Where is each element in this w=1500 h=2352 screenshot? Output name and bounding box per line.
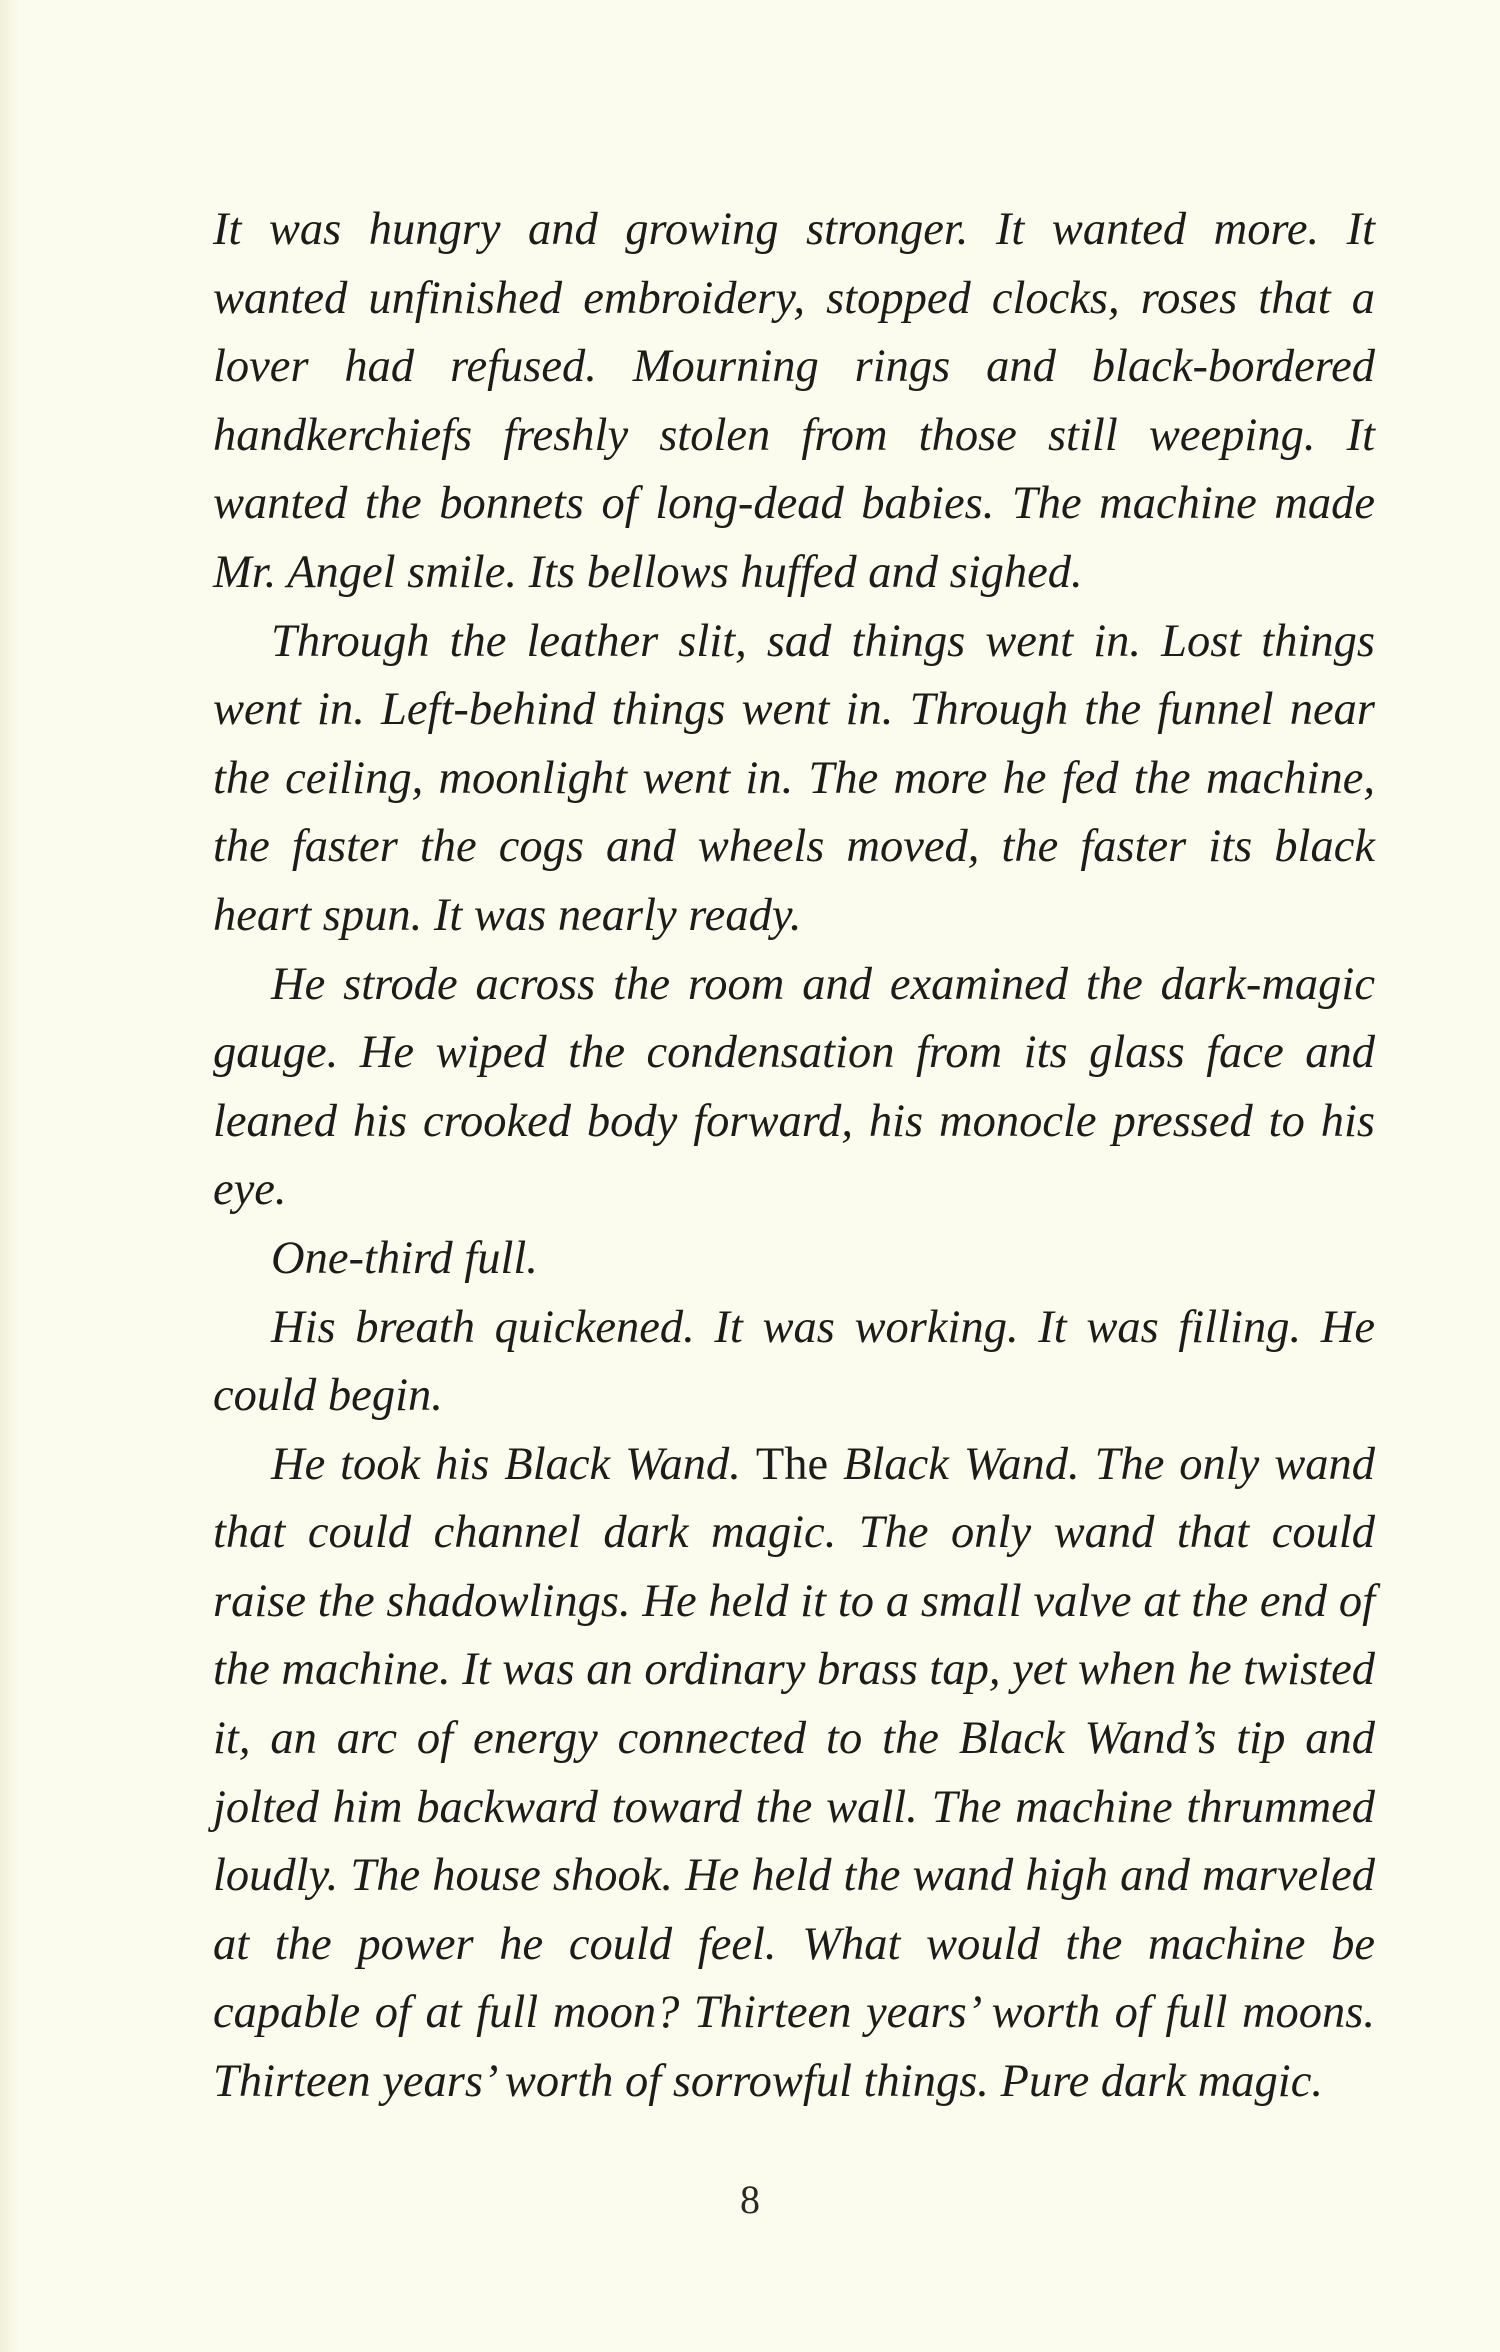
- paragraph-4: One-third full.: [271, 1232, 538, 1284]
- page-number: 8: [740, 2177, 760, 2222]
- page-edge-shadow: [0, 0, 18, 2352]
- roman-article: The: [755, 1438, 829, 1490]
- paragraph-2: Through the leather slit, sad things went in. Lost things went in. Left-behind things went in. Through the funnel near the ceiling, moonlight went in. The more he fed the machine, the faster the cogs and wheels moved, the faster its black heart spun. It was nearly ready.: [213, 615, 1375, 941]
- paragraph-5: His breath quickened. It was working. It was filling. He could begin.: [213, 1301, 1375, 1422]
- paragraph-6: [213, 1431, 1375, 2117]
- paragraph-6-start: He took his Black Wand.: [271, 1438, 756, 1490]
- paragraph-3: He strode across the room and examined the dark-magic gauge. He wiped the condensation from its glass face and leaned his crooked body forward, his monocle pressed to his eye.: [213, 958, 1375, 1216]
- paragraph-6-rest: Black Wand. The only wand that could channel dark magic. The only wand that could raise the shadowlings. He held it to a small valve at the end of the machine. It was an ordinary brass tap, yet when he twisted it, an arc of energy connected to the Black Wand’s tip and jolted him backward toward the wall. The machine thrummed loudly. The house shook. He held the wand high and marveled at the power he could feel. What would the machine be capable of at full moon? Thirteen years’ worth of full moons. Thirteen years’ worth of sorrowful things. Pure dark magic.: [213, 1438, 1375, 2108]
- body-text: [213, 196, 1375, 2117]
- paragraph-1: It was hungry and growing stronger. It wanted more. It wanted unfinished embroidery, stopped clocks, roses that a lover had refused. Mourning rings and black-bordered handkerchiefs freshly stolen from those still weeping. It wanted the bonnets of long-dead babies. The machine made Mr. Angel smile. Its bellows huffed and sighed.: [213, 204, 1375, 598]
